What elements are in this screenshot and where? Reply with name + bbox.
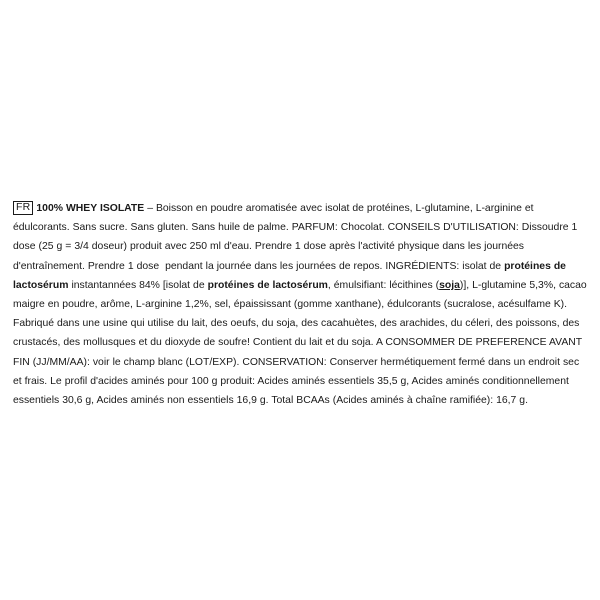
ingredients-paragraph: 100% WHEY ISOLATE – Boisson en poudre aromatisée avec isolat de protéines, L-glutamine, L-arginine et édulcorants. Sans sucre. Sans gluten. Sans huile de palme. PARFUM: Chocolat. CONSEILS D'UTILISATION: Dissoudre 1 dose (25 g = 3/4 doseur) produit avec 250 ml d'eau. Prendre 1 dose après l'activité physique dans les journées d'entraînement. Prendre 1 dose pendant la journée dans les journées de repos. INGRÉDIENTS: isolat de protéines de lactosérum instantannées 84% [isolat de protéines de lactosérum, émulsifiant: lécithines (soja)], L-glutamine 5,3%, cacao maigre en poudre, arôme, L-arginine 1,2%, sel, épaississant (gomme xanthane), édulcorants (sucralose, acésulfame K). Fabriqué dans une usine qui utilise du lait, des oeufs, du soja, des cacahuètes, des arachides, du céleri, des poissons, des crustacés, des mollusques et du dioxyde de soufre! Contient du lait et du soja. A CONSOMMER DE PREFERENCE AVANT FIN (JJ/MM/AA): voir le champ blanc (LOT/EXP). CONSERVATION: Conserver hermétiquement fermé dans un endroit sec et frais. Le profil d'acides aminés pour 100 g produit: Acides aminés essentiels 35,5 g, Acides aminés conditionnellement essentiels 30,6 g, Acides aminés non essentiels 16,9 g. Total BCAAs (Acides aminés à chaîne ramifiée): 16,7 g. bbox=[13, 203, 587, 407]
language-code-badge: FR bbox=[13, 201, 33, 215]
product-label-panel bbox=[13, 198, 588, 409]
